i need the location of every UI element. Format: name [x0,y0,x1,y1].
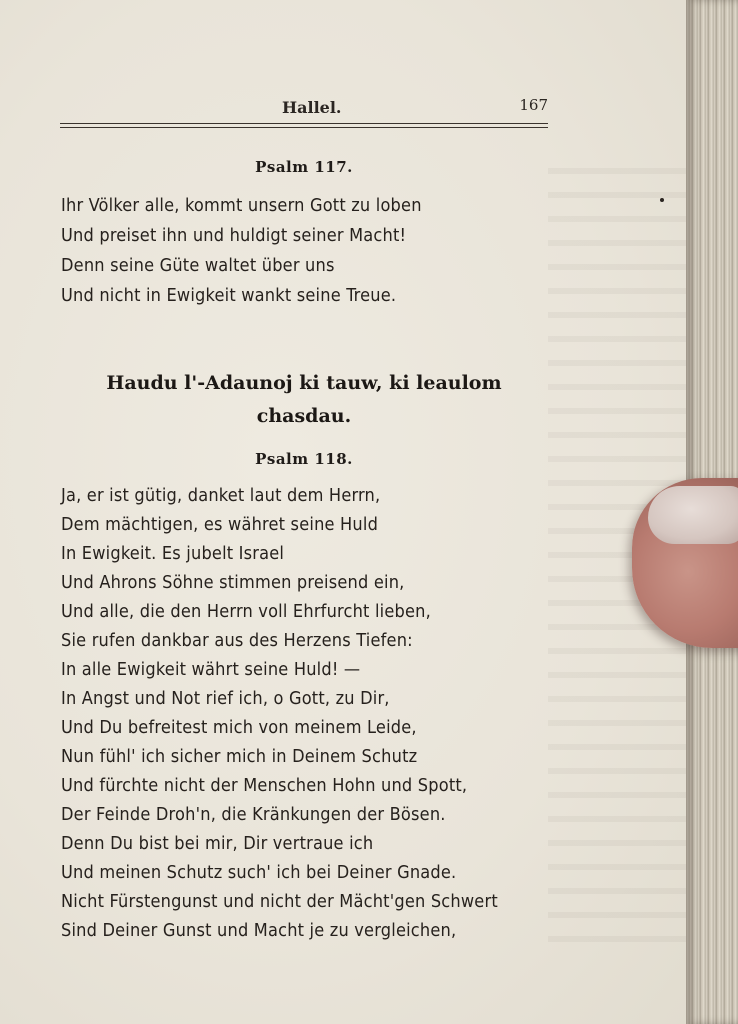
running-title: Hallel. [282,98,342,117]
psalm-118-title: chasdau. [256,405,352,427]
page-header [60,96,548,118]
verse-line: In Ewigkeit. Es jubelt Israel [61,543,285,564]
verse-line: Und alle, die den Herrn voll Ehrfurcht lieben, [61,601,431,622]
header-rule [60,123,548,124]
verse-line: Der Feinde Droh'n, die Kränkungen der Bösen. [61,804,446,825]
verse-line: Und preiset ihn und huldigt seiner Macht! [61,225,407,246]
verse-line: Nicht Fürstengunst und nicht der Mächt'gen Schwert [61,891,498,912]
ink-speck [660,198,664,202]
thumbnail [648,486,738,544]
psalm-118-title: Haudu l'-Adaunoj ki tauw, ki leaulom [106,372,502,394]
verse-line: Und Du befreitest mich von meinem Leide, [61,717,417,738]
header-rule [60,127,548,128]
verse-line: Denn Du bist bei mir, Dir vertraue ich [61,833,374,854]
verse-line: Ja, er ist gütig, danket laut dem Herrn, [61,485,381,506]
page-number: 167 [519,96,548,114]
verse-line: Sind Deiner Gunst und Macht je zu vergleichen, [61,920,457,941]
psalm-118-label: Psalm 118. [255,450,353,468]
verse-line: Und Ahrons Söhne stimmen preisend ein, [61,572,405,593]
verse-line: Dem mächtigen, es währet seine Huld [61,514,379,535]
verse-line: In Angst und Not rief ich, o Gott, zu Dir, [61,688,390,709]
verse-line: Und nicht in Ewigkeit wankt seine Treue. [61,285,397,306]
verse-line: Nun fühl' ich sicher mich in Deinem Schutz [61,746,418,767]
verse-line: Denn seine Güte waltet über uns [61,255,335,276]
psalm-117-label: Psalm 117. [255,158,353,176]
verse-line: Ihr Völker alle, kommt unsern Gott zu loben [61,195,422,216]
verse-line: Sie rufen dankbar aus des Herzens Tiefen: [61,630,413,651]
verse-line: Und meinen Schutz such' ich bei Deiner Gnade. [61,862,457,883]
verse-line: Und fürchte nicht der Menschen Hohn und Spott, [61,775,468,796]
verse-line: In alle Ewigkeit währt seine Huld! — [61,659,361,680]
